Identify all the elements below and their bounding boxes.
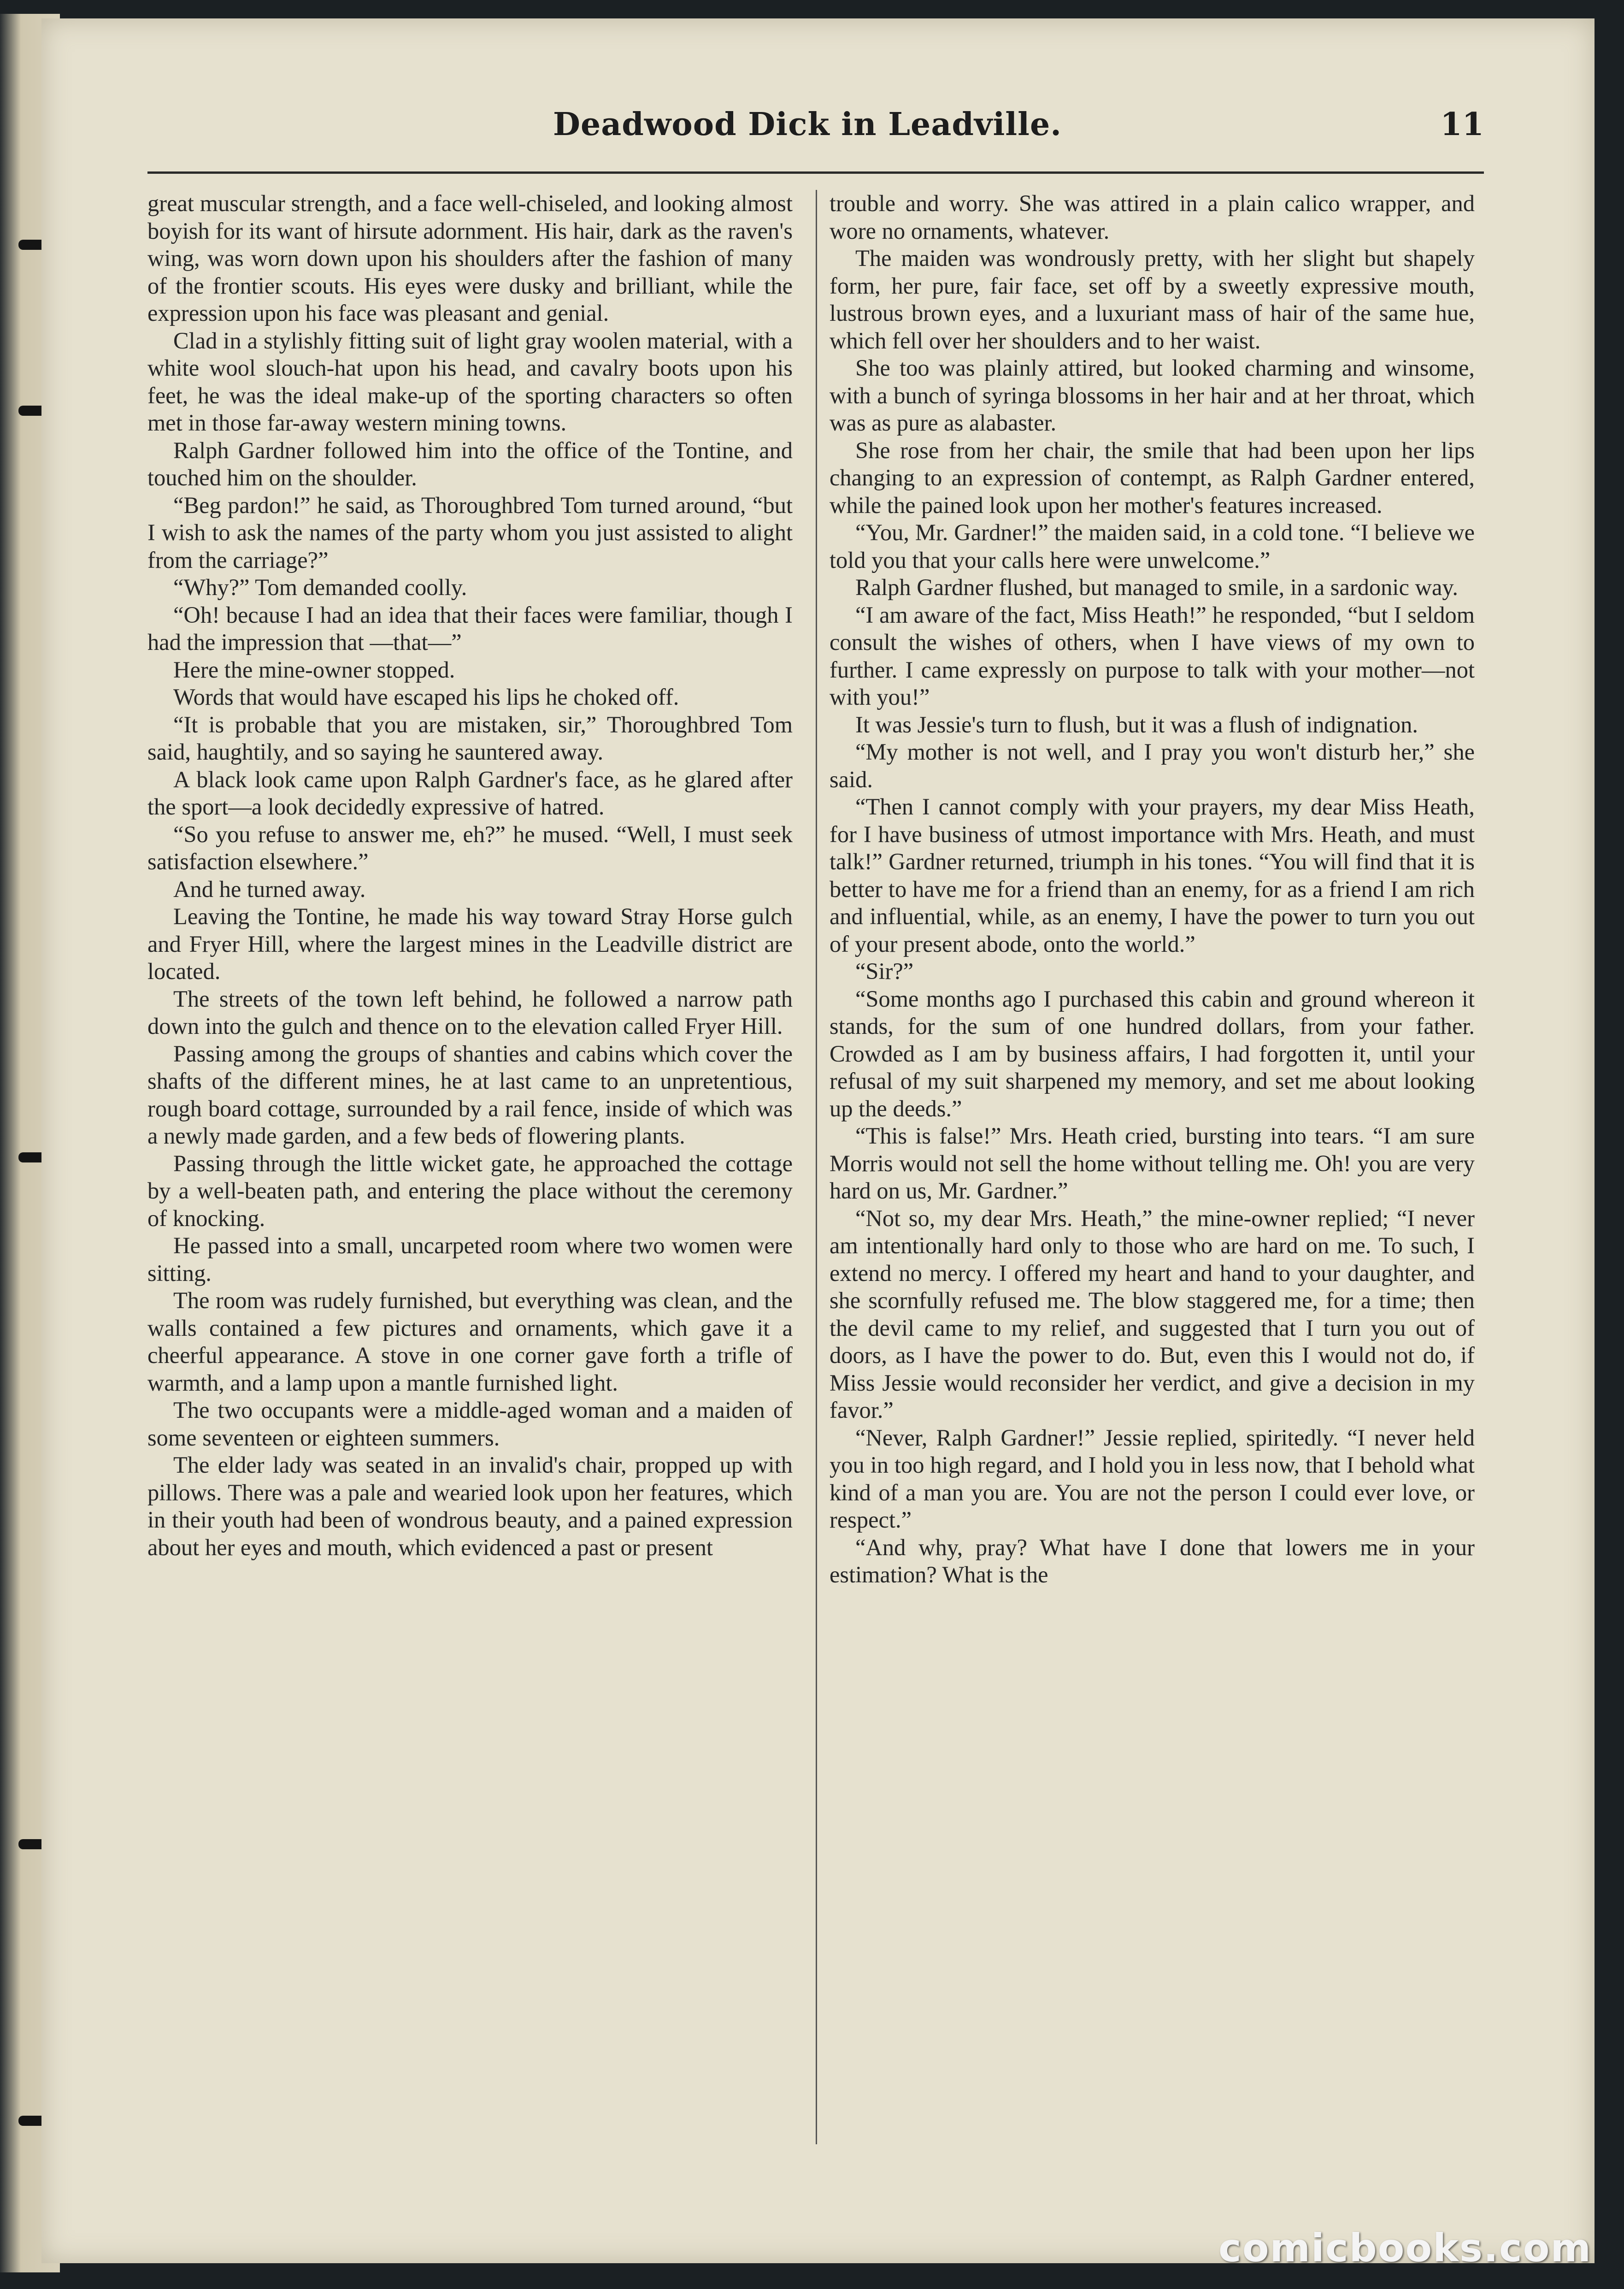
paragraph: “Beg pardon!” he said, as Thoroughbred Tom turned around, “but I wish to ask the names of the party whom you just assisted to alight from the carriage?” (147, 492, 793, 573)
paragraph: “So you refuse to answer me, eh?” he mused. “Well, I must seek satisfaction elsewhere.” (147, 821, 793, 874)
paragraph: great muscular strength, and a face well-chiseled, and looking almost boyish for its want of hirsute adornment. His hair, dark as the raven's wing, was worn down upon his shoulders after the fashion of many of the frontier scouts. His eyes were dusky and brilliant, while the expression upon his face was pleasant and genial. (147, 190, 793, 326)
paragraph: “I am aware of the fact, Miss Heath!” he responded, “but I seldom consult the wishes of others, when I have views of my own to further. I came expressly on purpose to talk with your mother—not with you!” (830, 602, 1475, 710)
paragraph: The maiden was wondrously pretty, with her slight but shapely form, her pure, fair face, set off by a sweetly expressive mouth, lustrous brown eyes, and a luxuriant mass of hair of the same hue, which fell over her shoulders and to her waist. (830, 245, 1475, 354)
paragraph: It was Jessie's turn to flush, but it was a flush of indignation. (855, 711, 1418, 737)
paragraph: She rose from her chair, the smile that had been upon her lips changing to an expression of contempt, as Ralph Gardner entered, while the pained look upon her mother's features increased. (830, 437, 1475, 518)
paragraph: The room was rudely furnished, but everything was clean, and the walls contained a few pictures and ornaments, which gave it a cheerful appearance. A stove in one corner gave forth a trifle of warmth, and a lamp upon a mantle furnished light. (147, 1287, 793, 1396)
paragraph: The two occupants were a middle-aged woman and a maiden of some seventeen or eighteen summers. (147, 1397, 793, 1451)
paragraph: A black look came upon Ralph Gardner's face, as he glared after the sport—a look decidedly expressive of hatred. (147, 766, 793, 820)
paragraph: The elder lady was seated in an invalid's chair, propped up with pillows. There was a pale and wearied look upon her features, which in their youth had been of wondrous beauty, and a pained expression about her eyes and mouth, which evidenced a past or present (147, 1452, 793, 1560)
paragraph: Words that would have escaped his lips he choked off. (173, 684, 679, 710)
paragraph: “You, Mr. Gardner!” the maiden said, in a cold tone. “I believe we told you that your calls here were unwelcome.” (830, 519, 1475, 573)
paragraph: Clad in a stylishly fitting suit of light gray woolen material, with a white wool slouch-hat upon his head, and cavalry boots upon his feet, he was the ideal make-up of the sporting characters so often met in those far-away western mining towns. (147, 327, 793, 436)
paragraph: Passing through the little wicket gate, he approached the cottage by a well-beaten path, and entering the place without the ceremony of knocking. (147, 1150, 793, 1231)
paragraph: “And why, pray? What have I done that lowers me in your estimation? What is the (830, 1534, 1475, 1587)
running-title: Deadwood Dick in Leadville. (553, 106, 1062, 143)
paragraph: And he turned away. (173, 876, 366, 902)
column-divider (816, 190, 817, 2144)
paragraph: “My mother is not well, and I pray you won't disturb her,” she said. (830, 739, 1475, 792)
paragraph: She too was plainly attired, but looked charming and winsome, with a bunch of syringa blossoms in her hair and at her throat, which was as pure as alabaster. (830, 355, 1475, 436)
paragraph: Ralph Gardner followed him into the office of the Tontine, and touched him on the shoulder. (147, 437, 793, 490)
paragraph: The streets of the town left behind, he followed a narrow path down into the gulch and thence on to the elevation called Fryer Hill. (147, 985, 793, 1039)
paragraph: “Sir?” (855, 958, 914, 984)
paragraph: Passing among the groups of shanties and cabins which cover the shafts of the different mines, he at last came to an unpretentious, rough board cottage, surrounded by a rail fence, inside of which was a newly made garden, and a few beds of flowering plants. (147, 1040, 793, 1149)
header-rule (147, 171, 1484, 174)
page-number: 11 (1440, 106, 1484, 143)
watermark: comicbooks.com (1218, 2225, 1592, 2271)
left-column (147, 190, 793, 2144)
paragraph: “Then I cannot comply with your prayers, my dear Miss Heath, for I have business of utmost importance with Mrs. Heath, and must talk!” Gardner returned, triumph in his tones. “You will find that it is better to have me for a friend than an enemy, for as a friend I am rich and influential, while, as an enemy, I have the power to turn you out of your present abode, onto the world.” (830, 794, 1475, 957)
paragraph: “Never, Ralph Gardner!” Jessie replied, spiritedly. “I never held you in too high regard, and I hold you in less now, that I behold what kind of a man you are. You are not the person I could ever love, or respect.” (830, 1424, 1475, 1533)
paragraph: Here the mine-owner stopped. (173, 656, 455, 683)
paragraph: “Why?” Tom demanded coolly. (173, 574, 467, 600)
paragraph: “It is probable that you are mistaken, sir,” Thoroughbred Tom said, haughtily, and so saying he sauntered away. (147, 711, 793, 765)
paragraph: Ralph Gardner flushed, but managed to smile, in a sardonic way. (855, 574, 1458, 600)
paragraph: He passed into a small, uncarpeted room where two women were sitting. (147, 1233, 793, 1286)
paragraph: trouble and worry. She was attired in a plain calico wrapper, and wore no ornaments, whatever. (830, 190, 1475, 244)
paragraph: “This is false!” Mrs. Heath cried, bursting into tears. “I am sure Morris would not sell the home without telling me. Oh! you are very hard on us, Mr. Gardner.” (830, 1123, 1475, 1203)
right-column (830, 190, 1475, 2144)
paragraph: “Some months ago I purchased this cabin and ground whereon it stands, for the sum of one hundred dollars, from your father. Crowded as I am by business affairs, I had forgotten it, until your refusal of my suit sharpened my memory, and set me about looking up the deeds.” (830, 985, 1475, 1121)
paragraph: “Not so, my dear Mrs. Heath,” the mine-owner replied; “I never am intentionally hard only to those who are hard on me. To such, I extend no mercy. I offered my heart and hand to your daughter, and she scornfully refused me. The blow staggered me, for a time; then the devil came to my relief, and suggested that I turn you out of doors, as I have the power to do. But, even this I would not do, if Miss Jessie would reconsider her verdict, and give a decision in my favor.” (830, 1205, 1475, 1423)
paragraph: Leaving the Tontine, he made his way toward Stray Horse gulch and Fryer Hill, where the largest mines in the Leadville district are located. (147, 903, 793, 984)
page-header (147, 106, 1484, 161)
paragraph: “Oh! because I had an idea that their faces were familiar, though I had the impression that —that—” (147, 602, 793, 655)
